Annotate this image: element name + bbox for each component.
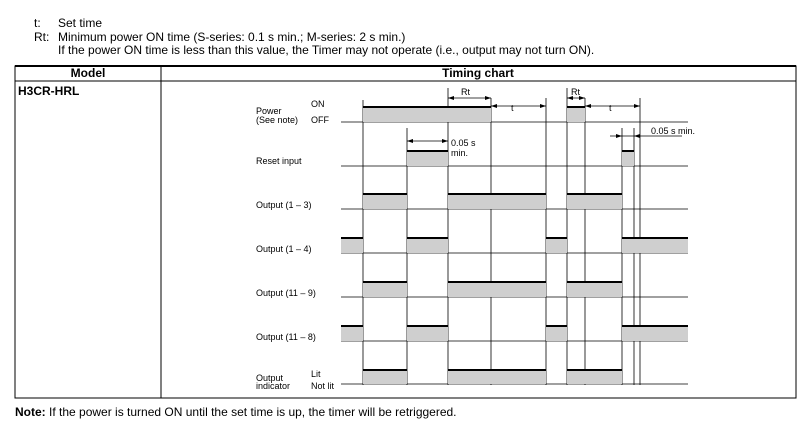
min-pulse-label-unit: min. [451, 148, 469, 158]
waveforms [341, 107, 688, 384]
output-1-3-wave [341, 194, 688, 209]
t-label: t [609, 103, 612, 113]
on-period [567, 107, 585, 122]
on-period [622, 238, 688, 253]
note-prefix: Note: [15, 405, 46, 419]
on-period [567, 194, 622, 209]
lit-label: Lit [311, 369, 321, 379]
footnote [15, 405, 457, 419]
rt-label: Rt [461, 87, 470, 97]
legend-key: t: [34, 16, 41, 30]
min-pulse-label-2: 0.05 s min. [651, 126, 696, 136]
on-period [341, 326, 363, 341]
not-lit-label: Not lit [311, 381, 335, 391]
on-period [448, 282, 546, 297]
model-value: H3CR-HRL [18, 84, 80, 98]
legend-text: If the power ON time is less than this value, the Timer may not operate (i.e., output may not turn ON). [58, 43, 595, 57]
power-off-label: OFF [311, 115, 329, 125]
header-timing-chart: Timing chart [442, 66, 514, 80]
on-period [567, 370, 622, 384]
output-1-3-label: Output (1 – 3) [256, 200, 312, 210]
t-label: t [511, 103, 514, 113]
on-period [622, 326, 688, 341]
output-1-4-wave [341, 238, 688, 253]
power-sub-label: (See note) [256, 115, 299, 125]
header-model: Model [70, 66, 106, 80]
output-11-9-label: Output (11 – 9) [256, 288, 316, 298]
on-period [407, 238, 448, 253]
on-period [363, 370, 407, 384]
on-period [407, 151, 448, 166]
output-1-4-label: Output (1 – 4) [256, 244, 312, 254]
indicator-sub-label: indicator [256, 381, 291, 391]
reset-wave [341, 151, 688, 166]
on-period [363, 282, 407, 297]
output-11-8-wave [341, 326, 688, 341]
on-period [407, 326, 448, 341]
on-period [363, 194, 407, 209]
on-period [448, 194, 546, 209]
on-period [567, 282, 622, 297]
on-period [546, 238, 567, 253]
on-period [363, 107, 491, 122]
power-label: Power [256, 106, 282, 116]
legend-text: Minimum power ON time (S-series: 0.1 s min.; M-series: 2 s min.) [58, 30, 406, 44]
indicator-wave [341, 370, 688, 384]
power-wave [341, 107, 688, 122]
legend-key: Rt: [34, 30, 50, 44]
on-period [341, 238, 363, 253]
time-boundaries [363, 88, 640, 385]
rt-label: Rt [571, 87, 580, 97]
legend-text: Set time [58, 16, 103, 30]
note-text: If the power is turned ON until the set time is up, the timer will be retriggered. [45, 405, 457, 419]
indicator-label: Output [256, 373, 284, 383]
on-period [546, 326, 567, 341]
output-11-8-label: Output (11 – 8) [256, 332, 316, 342]
output-11-9-wave [341, 282, 688, 297]
on-period [448, 370, 546, 384]
power-on-label: ON [311, 99, 325, 109]
reset-input-label: Reset input [256, 156, 302, 166]
min-pulse-label: 0.05 s [451, 138, 476, 148]
on-period [622, 151, 634, 166]
